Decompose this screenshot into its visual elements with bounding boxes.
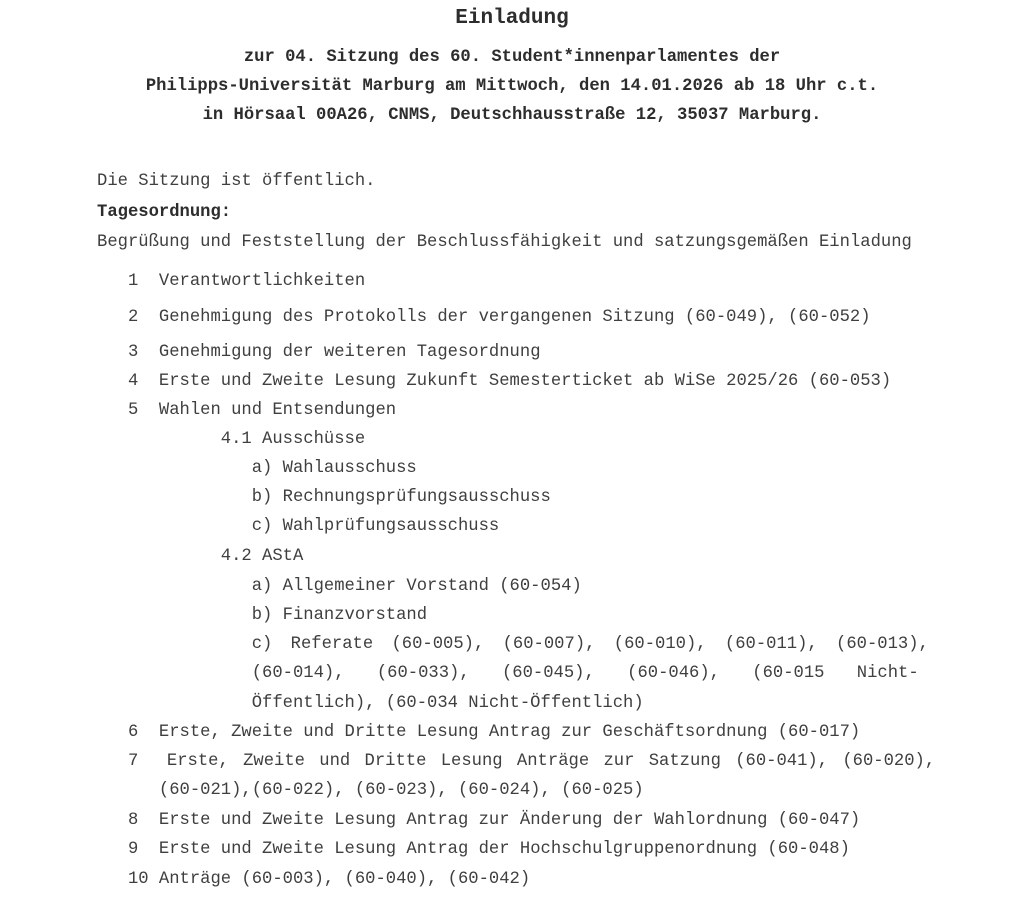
invitation-line-1: zur 04. Sitzung des 60. Student*innenparlamentes der: [243, 48, 781, 67]
agenda-item-9: 9 Erste und Zweite Lesung Antrag der Hochschulgruppenordnung (60-048): [127, 840, 850, 859]
agenda-subitem-4-2-c-continuation-1: (60-014), (60-033), (60-045), (60-046), (60-015 Nicht-: [251, 664, 919, 683]
agenda-preamble: Begrüßung und Feststellung der Beschlussfähigkeit und satzungsgemäßen Einladung: [97, 233, 912, 252]
agenda-subsection-4-1: 4.1 Ausschüsse: [220, 430, 366, 449]
agenda-subitem-4-2-c: c) Referate (60-005), (60-007), (60-010), (60-011), (60-013),: [251, 635, 929, 654]
agenda-subitem-4-2-c-continuation-2: Öffentlich), (60-034 Nicht-Öffentlich): [251, 694, 644, 713]
document-title: Einladung: [455, 7, 569, 30]
invitation-line-3: in Hörsaal 00A26, CNMS, Deutschhausstraße 12, 35037 Marburg.: [202, 106, 822, 125]
agenda-subitem-4-1-c: c) Wahlprüfungsausschuss: [251, 517, 500, 536]
agenda-subitem-4-1-b: b) Rechnungsprüfungsausschuss: [251, 488, 551, 507]
agenda-item-3: 3 Genehmigung der weiteren Tagesordnung: [127, 343, 541, 362]
agenda-item-7: 7 Erste, Zweite und Dritte Lesung Anträge zur Satzung (60-041), (60-020),: [127, 752, 936, 771]
agenda-heading: Tagesordnung:: [97, 203, 232, 222]
agenda-item-8: 8 Erste und Zweite Lesung Antrag zur Änderung der Wahlordnung (60-047): [127, 811, 861, 830]
agenda-item-1: 1 Verantwortlichkeiten: [127, 272, 366, 291]
agenda-item-7-continuation: (60-021),(60-022), (60-023), (60-024), (60-025): [158, 781, 644, 800]
invitation-line-2: Philipps-Universität Marburg am Mittwoch, den 14.01.2026 ab 18 Uhr c.t.: [145, 77, 879, 96]
agenda-item-2: 2 Genehmigung des Protokolls der vergangenen Sitzung (60-049), (60-052): [127, 308, 871, 327]
agenda-item-6: 6 Erste, Zweite und Dritte Lesung Antrag zur Geschäftsordnung (60-017): [127, 723, 861, 742]
agenda-subitem-4-2-a: a) Allgemeiner Vorstand (60-054): [251, 577, 582, 596]
agenda-item-10: 10 Anträge (60-003), (60-040), (60-042): [127, 870, 531, 889]
public-session-note: Die Sitzung ist öffentlich.: [97, 172, 376, 191]
agenda-item-4: 4 Erste und Zweite Lesung Zukunft Semesterticket ab WiSe 2025/26 (60-053): [127, 372, 892, 391]
agenda-subitem-4-2-b: b) Finanzvorstand: [251, 606, 428, 625]
agenda-subsection-4-2: 4.2 AStA: [220, 547, 304, 566]
agenda-item-5: 5 Wahlen und Entsendungen: [127, 401, 397, 420]
agenda-subitem-4-1-a: a) Wahlausschuss: [251, 459, 417, 478]
